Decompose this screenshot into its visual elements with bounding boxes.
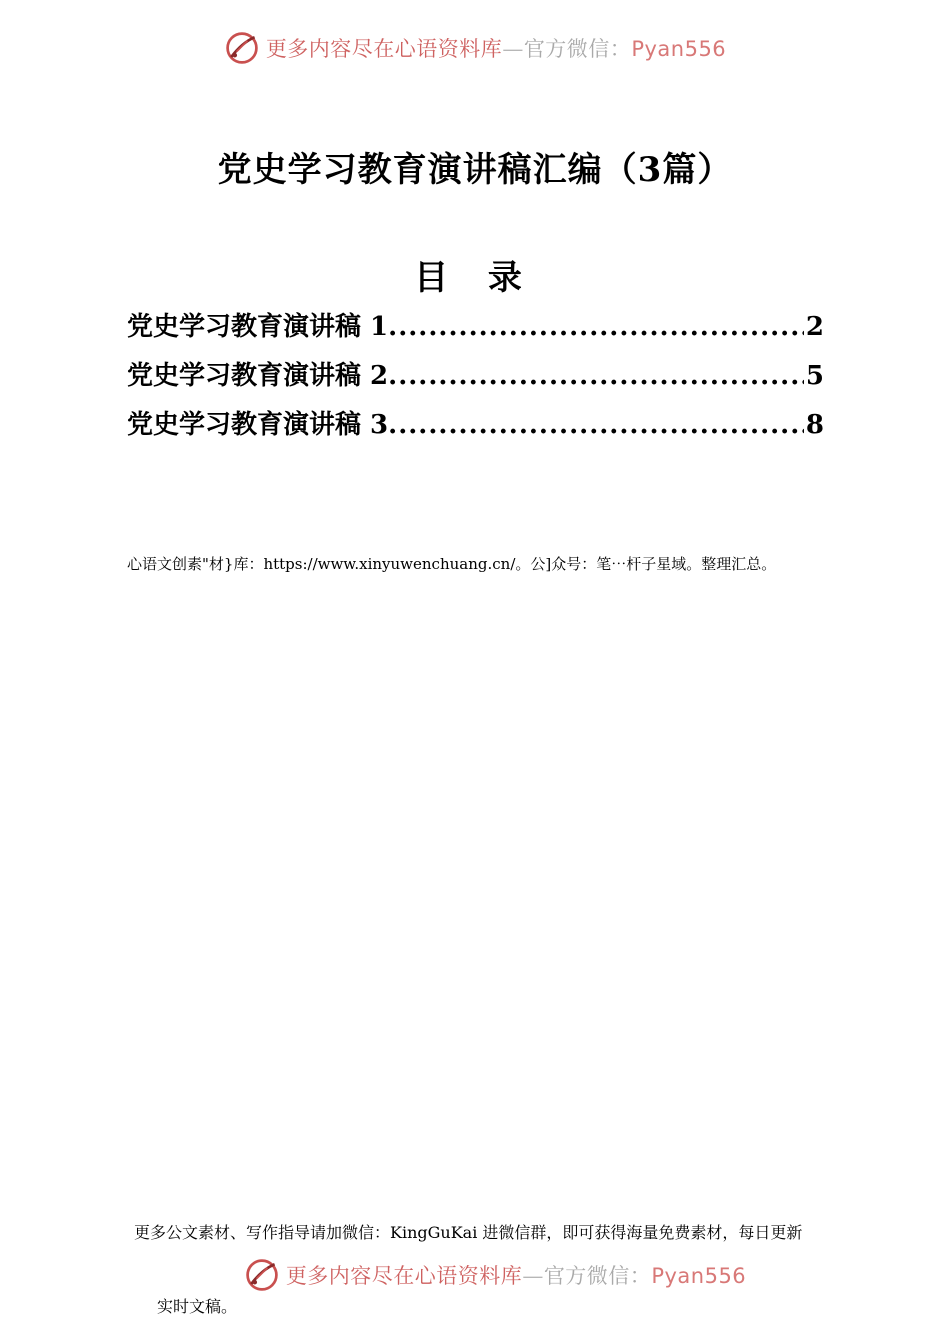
toc-entry-1[interactable] [127,306,824,355]
toc-leader-dots [388,361,804,391]
toc-heading: 目 录 [414,258,536,298]
toc-leader-dots [388,410,804,440]
footer-promo-text: 更多公文素材、写作指导请加微信：KingGuKai 进微信群，即可获得海量免费素材，每日更新 [134,1223,803,1242]
source-note: 心语文创素"材}库：https://www.xinyuwenchuang.cn/。公]众号：笔⋯杆子星域。整理汇总。 [127,555,777,573]
table-of-contents [127,306,824,453]
toc-entry-label: 党史学习教育演讲稿 2 [127,361,389,391]
toc-leader-dots [388,312,804,342]
toc-entry-3[interactable] [127,404,824,453]
footer-promo-text-continued: 实时文稿。 [157,1297,238,1316]
document-title: 党史学习教育演讲稿汇编（3篇） [217,150,733,190]
watermark-text: 更多内容尽在心语资料库—官方微信：Pyan556 [285,1264,747,1288]
toc-entry-page: 8 [805,410,824,440]
brush-logo-icon [224,30,260,66]
brush-logo-icon [244,1257,280,1293]
toc-entry-label: 党史学习教育演讲稿 3 [127,410,389,440]
watermark-text: 更多内容尽在心语资料库—官方微信：Pyan556 [265,37,727,61]
toc-entry-2[interactable] [127,355,824,404]
header-watermark [0,28,950,68]
footer-watermark [0,1255,950,1295]
toc-entry-page: 2 [805,312,824,342]
toc-entry-page: 5 [805,361,824,391]
toc-entry-label: 党史学习教育演讲稿 1 [127,312,389,342]
